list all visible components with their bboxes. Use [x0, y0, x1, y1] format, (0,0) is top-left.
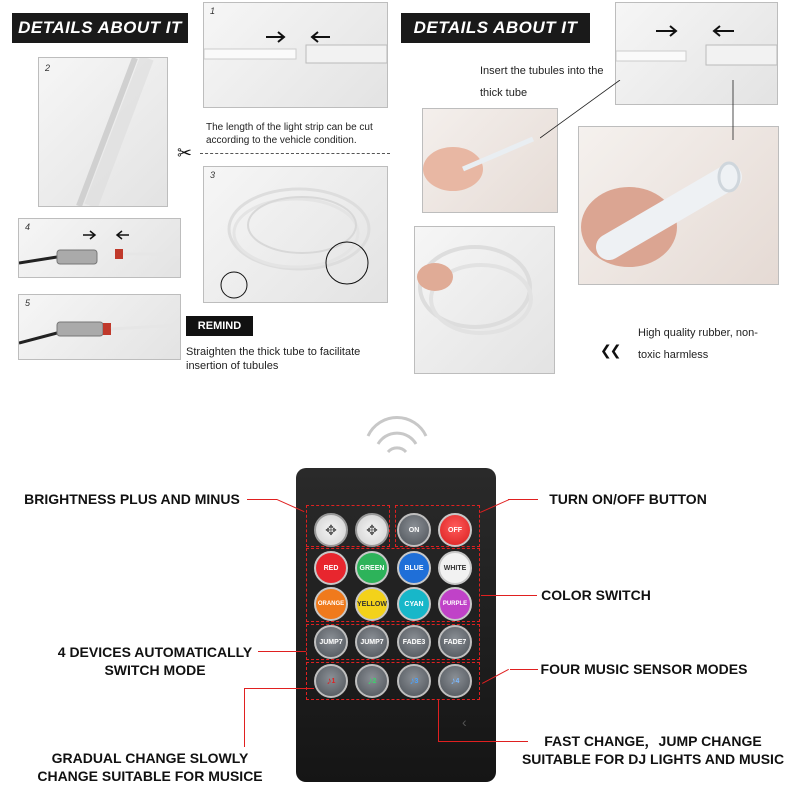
leader-line [244, 688, 314, 689]
cyan-button[interactable]: CYAN [397, 587, 431, 621]
jump7-button[interactable]: JUMP7 [314, 625, 348, 659]
purple-button[interactable]: PURPLE [438, 587, 472, 621]
color-switch-label: COLOR SWITCH [541, 587, 651, 603]
connector-photo [19, 219, 180, 277]
music-mode-2-button[interactable] [355, 664, 389, 698]
tube-photo [39, 58, 167, 206]
red-button[interactable]: RED [314, 551, 348, 585]
music-note-icon: ♪ [409, 675, 415, 687]
brightness-plus-button[interactable] [355, 513, 389, 547]
gradual-label: GRADUAL CHANGE SLOWLY CHANGE SUITABLE FOR MUSICE [37, 750, 263, 784]
chevron-left-icon: ‹ [462, 714, 467, 730]
jump7b-button[interactable]: JUMP7 [355, 625, 389, 659]
chevron-left-icon: ❮❮ [600, 342, 620, 358]
cut-line [200, 153, 390, 154]
leader-line [244, 688, 245, 747]
brightness-minus-button[interactable] [314, 513, 348, 547]
hand-photo [579, 127, 778, 284]
off-button[interactable]: OFF [438, 513, 472, 547]
fast-change-label: FAST CHANGE，JUMP CHANGE SUITABLE FOR DJ LIGHTS AND MUSIC [521, 733, 785, 767]
insert-note: Insert the tubules into the thick tube [480, 65, 604, 99]
step4-photo [18, 218, 181, 278]
leader-line [508, 499, 538, 500]
fade7-button[interactable]: FADE7 [438, 625, 472, 659]
remind-text: Straighten the thick tube to facilitate insertion of tubules [186, 346, 361, 372]
music-note-icon: ♪ [326, 675, 332, 687]
yellow-button[interactable]: YELLOW [355, 587, 389, 621]
orange-button[interactable]: ORANGE [314, 587, 348, 621]
coil-photo [204, 167, 387, 302]
tube-join-illustration [204, 3, 387, 107]
step-number: 4 [25, 222, 31, 232]
blue-button[interactable]: BLUE [397, 551, 431, 585]
hand-photo [423, 109, 557, 212]
arrow-left-icon [117, 231, 129, 239]
connected-photo [19, 295, 180, 359]
music-mode-number: 2 [372, 677, 377, 685]
remind-badge: REMIND [186, 316, 253, 336]
fade3-button[interactable]: FADE3 [397, 625, 431, 659]
leader-line [438, 700, 439, 741]
coil-photo [415, 227, 554, 373]
leader-line [247, 499, 277, 500]
step1-photo [203, 2, 388, 108]
dpad-icon: ✥ [325, 521, 337, 538]
rubber-note: High quality rubber, non-toxic harmless [638, 327, 758, 361]
step-number: 3 [210, 170, 216, 180]
step-number: 1 [210, 6, 216, 16]
music-note-icon: ♪ [450, 675, 456, 687]
leader-line [438, 741, 528, 742]
music-mode-number: 1 [331, 677, 336, 685]
step-number: 5 [25, 298, 31, 308]
step3-photo [203, 166, 388, 303]
insert-leader-lines [540, 80, 740, 150]
music-mode-3-button[interactable] [397, 664, 431, 698]
leader-line [481, 595, 537, 596]
on-button[interactable]: ON [397, 513, 431, 547]
wireless-signal-icon [360, 412, 434, 462]
leader-line [510, 669, 538, 670]
arrow-right-icon [83, 231, 95, 239]
leader-line [258, 651, 306, 652]
details-banner-right: DETAILS ABOUT IT [401, 13, 590, 43]
arrow-right-icon [656, 26, 676, 36]
step2-photo [38, 57, 168, 207]
music-mode-1-button[interactable] [314, 664, 348, 698]
green-button[interactable]: GREEN [355, 551, 389, 585]
arrow-right-icon [266, 32, 284, 42]
arrow-left-icon [714, 26, 734, 36]
brightness-label: BRIGHTNESS PLUS AND MINUS [24, 491, 240, 507]
dpad-icon: ✥ [366, 521, 378, 538]
step-number: 2 [45, 63, 51, 73]
coiled-tube-photo [414, 226, 555, 374]
auto-switch-label: 4 DEVICES AUTOMATICALLY SWITCH MODE [57, 644, 253, 678]
music-mode-number: 4 [455, 677, 460, 685]
fingers-small-tube-photo [422, 108, 558, 213]
cut-length-note: The length of the light strip can be cut according to the vehicle condition. [206, 122, 373, 146]
music-modes-label: FOUR MUSIC SENSOR MODES [540, 661, 748, 677]
details-banner-left: DETAILS ABOUT IT [12, 13, 188, 43]
arrow-left-icon [312, 32, 330, 42]
onoff-label: TURN ON/OFF BUTTON [549, 491, 707, 507]
scissors-icon: ✂ [177, 143, 193, 163]
music-note-icon: ♪ [367, 675, 373, 687]
music-mode-number: 3 [414, 677, 419, 685]
step5-photo [18, 294, 181, 360]
white-button[interactable]: WHITE [438, 551, 472, 585]
music-mode-4-button[interactable] [438, 664, 472, 698]
